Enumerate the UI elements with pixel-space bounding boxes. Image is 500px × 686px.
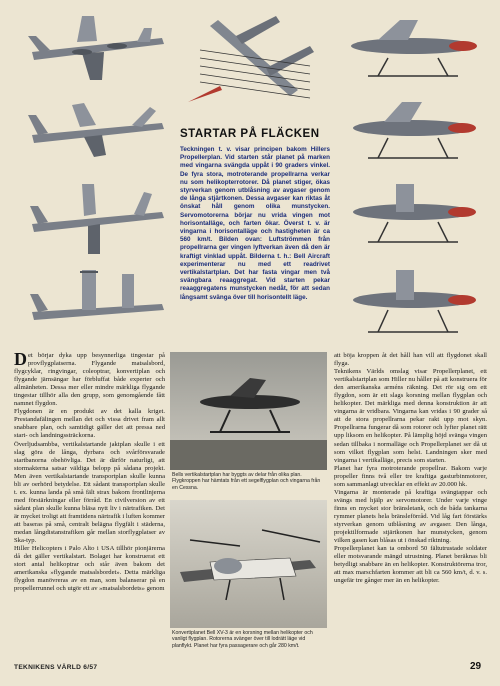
bell-vtol-illustration-4 <box>338 262 488 340</box>
bell-vtol-illustration-2 <box>338 94 488 166</box>
hiller-plane-illustration-1 <box>22 8 172 86</box>
article-column-1 <box>14 352 165 658</box>
drop-cap-letter: D <box>14 352 27 369</box>
caption-bell-vtol: Bells vertikalstartplan har byggts av delar från olika plan. Flygkroppen har hämtats från ett segelflygplan och vingarna från en Cessna. <box>172 472 321 491</box>
wing-airflow-diagram <box>180 6 330 121</box>
page-number: 29 <box>470 661 482 672</box>
blue-caption-text: Teckningen t. v. visar principen bakom Hillers Propellerplan. Vid starten står planet på marken med vingarna svängda uppåt i 90 graders vinkel. De fyra stora, motroterande propellrarna verkar nu som helikopterrotorer. Då planet stiger, ökas styrverkan genom utblåsning av avgaser genom de långa stjärtkonen. Dessa avgaser kan riktas åt önskat håll genom olika munstycken. Servomotorerna börjar nu vrida vingen mot horisontalläge, och farten ökar. Överst t. v. är vingarna i horisontalläge och hastigheten är ca 560 km/t. Bilden ovan: Luftströmmen från propellrarna ger vingen lyftverkan även då den är kraftigt vinklad uppåt. Bilderna t. h.: Bell Aircraft experimenterar nu med ett readrivet vertikalstartplan. Det har fasta vingar men två svängbara reaaggregat. Vid starten pekar reaaggregatens munstycken nedåt, för att sedan långsamt svänga över till horisontellt läge. <box>180 146 330 301</box>
bell-vtol-photo <box>170 352 327 470</box>
article-column-1-text: et börjar dyka upp besynnerliga tingestar på provflygplatserna. Flygande matsalsbord, flygcyklar, ringvingar, coleoptrar, konvertiplan och flygande järnsängar har förbluffat både experter och allmänheten. Dessa mer eller mindre märkliga flygande tingestar tillhör alla den grupp, som genomgående fått namnet flygdon. Flygdonen är en produkt av det kalla kriget. Prestandafälingen mellan det och vissa drivet fram allt snabbare plan, och samtidigt gäller det att pressa ned start- och landningssträckorna. Överljudsambba, vertikalstartande jaktplan skulle i ett slag göra de långa, dyrbara och svårförsvarade startbanorna obehövliga. Det är därför naturligt, att stormakterna satsar väldiga belopp på sådana projekt. Men även vertikalstartande transportplan skulle kunna bli av oerhörd betydelse. Ett sådant transportplan skulle t. ex. kunna landa på små fält strax bakom frontlinjerna med förstärkningar eller förråd. En civilversion av ett sådant plan skulle kunna bläsa nytt liv i närtrafiken. Det är mycket troligt att framtidens närtrafik i luften kommer att baseras på små, centralt belägna flygfält i städerna, medan långdistanstrafiken går mellan storflygplatser av Ska-typ. Hiller Helicopters i Palo Alto i USA tillhör pionjärerna då det gäller vertikalstart. Bolaget har konstruerat ett stort antal helikoptrar och står även bakom det amerikanska »flygande matsalsbordet». Detta märkliga flygdon manövreras av en man, som balanserar på en propellerrunnel och utgör ett av »matsalsbordets» genom <box>14 352 165 593</box>
magazine-issue-footer: TEKNIKENS VÄRLD 6/57 <box>14 664 98 671</box>
article-column-3: att böja kroppen åt det håll han vill att flygdonet skall flyga. Teknikens Världs omslag visar Propellerplanet, ett vertikalstartplan som Hiller nu håller på att konstruera för den amerikanska arméns räkning. Det rör sig om ett flygdon, som är ett slags korsning mellan flygplan och helikopter. Det märkliga med denna konstruktion är att vingarna är vridbara. Vingarna kan vridas i 90 grader så att de stora propellrarna pekar rakt upp mot skyn. Propellrarna fungerar då som rotorer och lyfter planet rätt upp liksom en helikopter. På lämplig höjd svänga vingen sedan tillbaka i normalläge och Propellerplanet ser då ut som vilket flygplan som helst. Landningen sker med vingarna i vertikalläge, precis som starten. Planet har fyra motroterande propellrar. Bakom varje propeller finns två eller tre kraftiga gasturbinmotorer, som sammanlagt utvecklar en effekt av 20.000 hk. Vingarna är monterade på kraftiga svängtappar och svängs med hjälp av servomotorer. Under varje vinge finns en mycket stor bränsletank, och de båda tankarna rymmer planets hela bränsleförråd. Vid låg fart förstärks styrverkan genom utblåsning av avgaser. Den långa, projektilformade stjärtkonen har munstycken, genom vilken gasen kan blåsas ut i önskad riktning. Propellerplanet kan ta ombord 50 fältutrustade soldater eller motsvarande mängd utrustning. Planet beräknas bli betydligt snabbare än en helikopter. Konstruktörerna tror, att max marschfarten kommer att bli ca 560 km/t, d. v. s. ungefär tre gånger mer än en helikopter. <box>334 352 487 585</box>
caption-bell-xv3: Konvertiplanet Bell XV-3 är en korsning mellan helikopter och vanligt flygplan. Rotorerna svänger över till lodrätt läge vid planflykt. Planet har fyra passagerare och går 280 km/t. <box>172 630 313 649</box>
bell-vtol-illustration-3 <box>338 178 488 250</box>
hiller-plane-illustration-3 <box>22 178 172 258</box>
hiller-plane-illustration-4 <box>22 266 172 338</box>
headline: STARTAR PÅ FLÄCKEN <box>180 128 320 140</box>
bell-vtol-illustration-1 <box>338 10 488 82</box>
hiller-plane-illustration-2 <box>22 95 172 165</box>
bell-xv3-photo <box>170 500 327 628</box>
